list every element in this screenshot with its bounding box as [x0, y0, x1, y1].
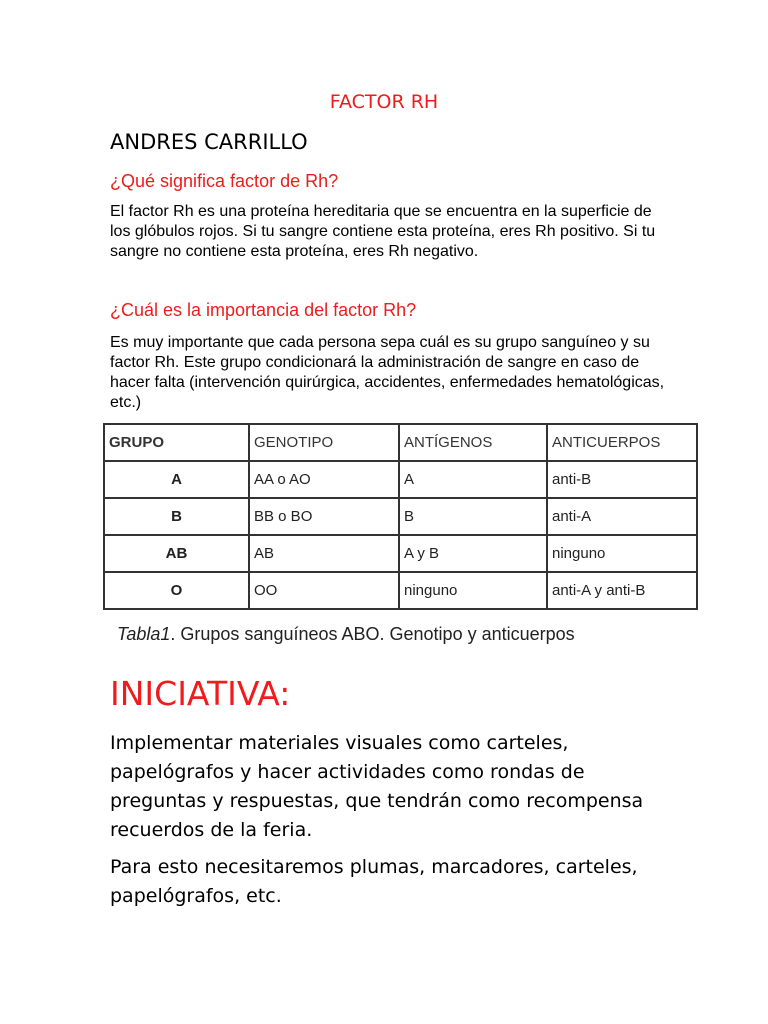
cell-anticuerpos: ninguno [547, 535, 697, 572]
caption-text: . Grupos sanguíneos ABO. Genotipo y anticuerpos [170, 624, 575, 644]
cell-anticuerpos: anti-A y anti-B [547, 572, 697, 609]
table-caption [117, 624, 575, 645]
caption-label: Tabla1 [117, 624, 171, 644]
header-genotipo: GENOTIPO [249, 424, 399, 461]
header-anticuerpos: ANTICUERPOS [547, 424, 697, 461]
cell-grupo: B [104, 498, 249, 535]
cell-genotipo: BB o BO [249, 498, 399, 535]
cell-genotipo: OO [249, 572, 399, 609]
table-header-row [104, 424, 697, 461]
table-row [104, 535, 697, 572]
cell-antigenos: ninguno [399, 572, 547, 609]
cell-grupo: O [104, 572, 249, 609]
iniciativa-heading: INICIATIVA: [110, 674, 291, 713]
cell-grupo: A [104, 461, 249, 498]
question-heading-1: ¿Qué significa factor de Rh? [110, 171, 339, 191]
cell-antigenos: A y B [399, 535, 547, 572]
table-row [104, 461, 697, 498]
cell-grupo: AB [104, 535, 249, 572]
cell-antigenos: B [399, 498, 547, 535]
cell-anticuerpos: anti-A [547, 498, 697, 535]
cell-anticuerpos: anti-B [547, 461, 697, 498]
table-row [104, 498, 697, 535]
iniciativa-paragraph-2: Para esto necesitaremos plumas, marcadores, carteles, papelógrafos, etc. [110, 856, 638, 907]
document-title: FACTOR RH [329, 91, 439, 113]
cell-genotipo: AA o AO [249, 461, 399, 498]
iniciativa-paragraph-1: Implementar materiales visuales como carteles, papelógrafos y hacer actividades como rondas de preguntas y respuestas, que tendrán como recompensa recuerdos de la feria. [110, 732, 644, 841]
header-grupo: GRUPO [104, 424, 249, 461]
cell-genotipo: AB [249, 535, 399, 572]
table-row [104, 572, 697, 609]
answer-paragraph-1: El factor Rh es una proteína hereditaria que se encuentra en la superficie de los glóbulos rojos. Si tu sangre contiene esta proteína, eres Rh positivo. Si tu sangre no contiene esta proteína, eres Rh negativo. [110, 203, 656, 260]
blood-group-table [103, 423, 698, 610]
answer-paragraph-2: Es muy importante que cada persona sepa cuál es su grupo sanguíneo y su factor Rh. Este grupo condicionará la administración de sangre en caso de hacer falta (intervención quirúrgica, accidentes, enfermedades hematológicas, etc.) [110, 334, 665, 411]
question-heading-2: ¿Cuál es la importancia del factor Rh? [110, 300, 417, 320]
author-name: ANDRES CARRILLO [110, 130, 308, 154]
header-antigenos: ANTÍGENOS [399, 424, 547, 461]
cell-antigenos: A [399, 461, 547, 498]
